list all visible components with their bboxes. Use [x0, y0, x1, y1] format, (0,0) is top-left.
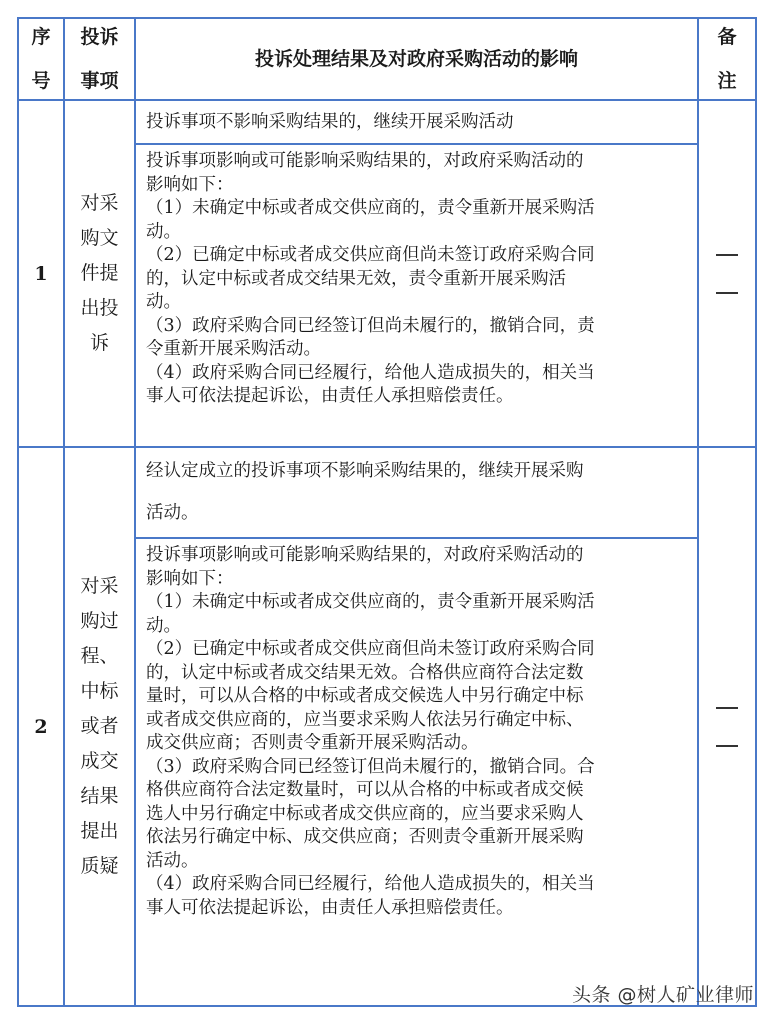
- table-border-right: [755, 17, 757, 1007]
- header-index: 序 号: [31, 26, 51, 92]
- complaint-handling-table: [17, 17, 757, 1007]
- source-watermark: 头条 @树人矿业律师: [572, 984, 755, 1006]
- row2-index: 2: [34, 715, 48, 738]
- header-remark: 备 注: [717, 26, 737, 92]
- row1-complaint-item: 对采 购文 件提 出投 诉: [80, 192, 119, 354]
- row2-complaint-item: 对采 购过 程、 中标 或者 成交 结果 提出 质疑: [80, 575, 119, 877]
- row1-remark: [699, 101, 755, 446]
- dash-mark: [716, 745, 738, 747]
- dash-mark: [716, 292, 738, 294]
- row1-index: 1: [34, 262, 48, 285]
- row2-remark: [699, 448, 755, 1005]
- dash-mark: [716, 254, 738, 256]
- row1-outcome-no-impact: 投诉事项不影响采购结果的，继续开展采购活动: [146, 112, 514, 132]
- header-complaint-item: 投诉 事项: [80, 26, 119, 92]
- row2-outcome-no-impact: 经认定成立的投诉事项不影响采购结果的，继续开展采购 活动。: [146, 461, 584, 523]
- header-result: 投诉处理结果及对政府采购活动的影响: [254, 48, 578, 70]
- row1-outcome-impact: 投诉事项影响或可能影响采购结果的，对政府采购活动的 影响如下： （1）未确定中标或者成交供应商的，责令重新开展采购活 动。 （2）已确定中标或者成交供应商但尚未签订政府采购合同 的，认定中标或者成交结果无效，责令重新开展采购活 动。 （3）政府采购合同已经签订但尚未履行的，撤销合同，责 令重新开展采购活动。 （4）政府采购合同已经履行，给他人造成损失的，相关当 事人可依法提起诉讼，由责任人承担赔偿责任。: [146, 151, 595, 406]
- dash-mark: [716, 707, 738, 709]
- row2-outcome-impact: 投诉事项影响或可能影响采购结果的，对政府采购活动的 影响如下： （1）未确定中标或者成交供应商的，责令重新开展采购活 动。 （2）已确定中标或者成交供应商但尚未签订政府采购合同 的，认定中标或者成交结果无效。合格供应商符合法定数 量时，可以从合格的中标或者成交候选人中另行确定中标 或者成交供应商的，应当要求采购人依法另行确定中标、 成交供应商；否则责令重新开展采购活动。 （3）政府采购合同已经签订但尚未履行的，撤销合同。合 格供应商符合法定数量时，可以从合格的中标或者成交候 选人中另行确定中标或者成交供应商的，应当要求采购人 依法另行确定中标、成交供应商；否则责令重新开展采购 活动。 （4）政府采购合同已经履行，给他人造成损失的，相关当 事人可依法提起诉讼，由责任人承担赔偿责任。: [146, 545, 595, 918]
